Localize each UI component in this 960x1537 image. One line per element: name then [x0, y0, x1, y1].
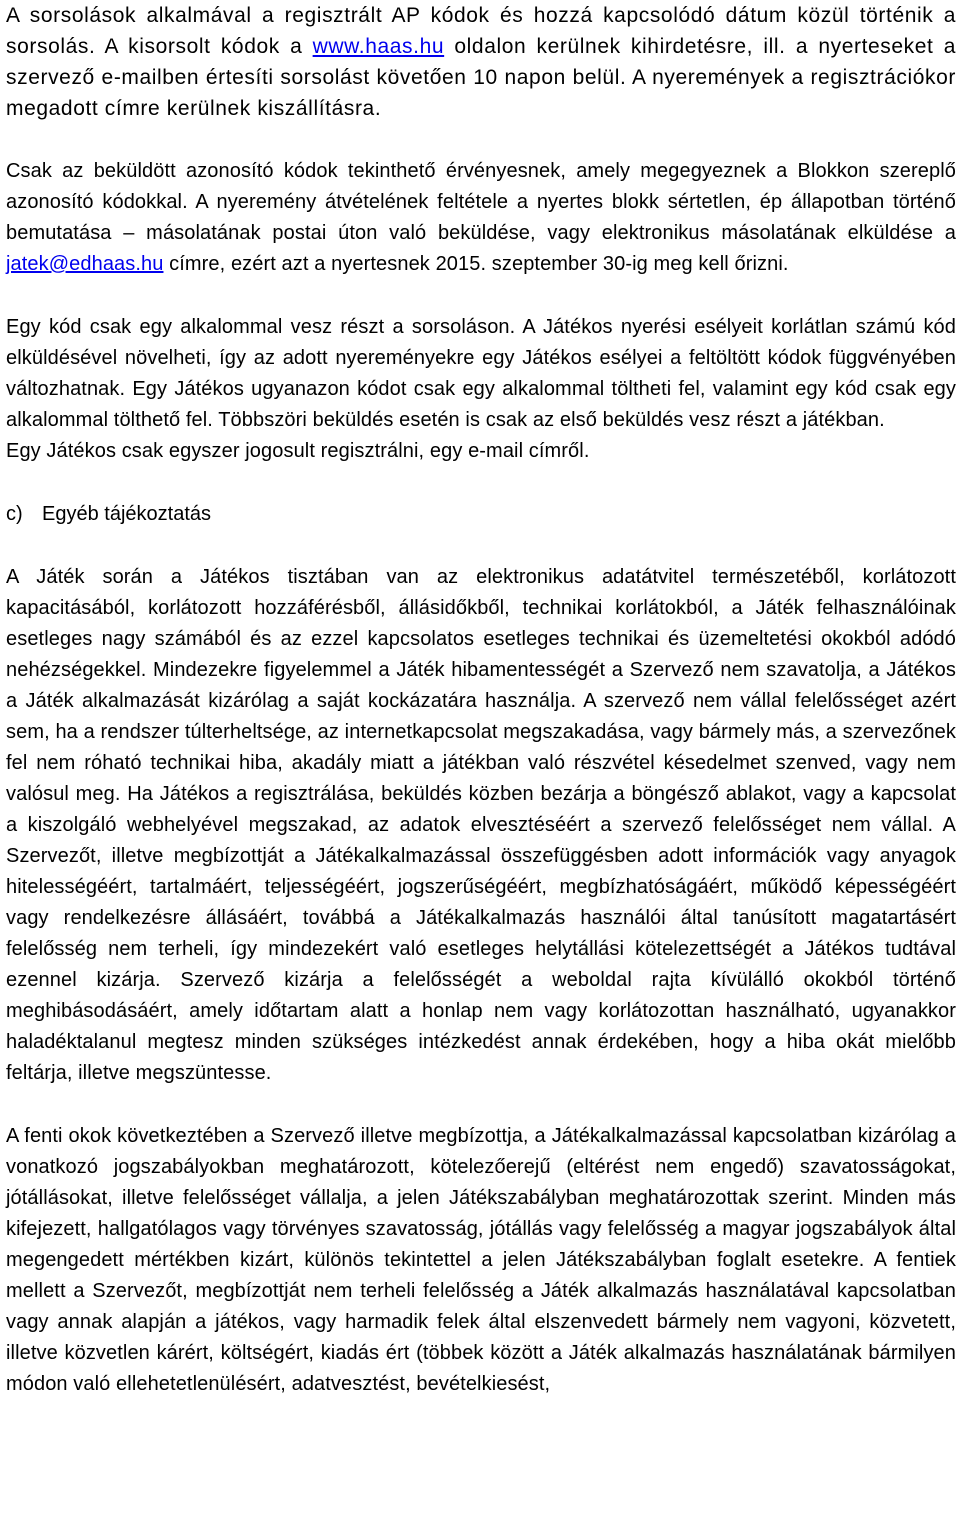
email-link[interactable]: jatek@edhaas.hu [6, 253, 164, 275]
section-heading [6, 499, 956, 530]
paragraph-text: oldalon kerülnek kihirdetésre, ill. a nyerteseket a szervező e-mailben értesíti sorsolást követően 10 napon belül. A nyeremények a regisztrációkor megadott címre kerülnek kiszállításra. [6, 35, 956, 120]
spacer [6, 124, 956, 156]
paragraph-code-usage: Egy kód csak egy alkalommal vesz részt a sorsoláson. A Játékos nyerési esélyeit korlátlan számú kód elküldésével növelheti, így az adott nyereményekre egy Játékos esélyei a feltöltött kódok függvényében változhatnak. Egy Játékos ugyanazon kódot csak egy alkalommal töltheti fel, valamint egy kód csak egy alkalommal tölthető fel. Többszöri beküldés esetén is csak az első beküldés vesz részt a játékban. [6, 316, 956, 431]
document-page [6, 0, 956, 1400]
spacer [6, 1089, 956, 1121]
paragraph-text: címre, ezért azt a nyertesnek 2015. szeptember 30-ig meg kell őrizni. [163, 253, 789, 275]
paragraph-text: Csak az beküldött azonosító kódok tekinthető érvényesnek, amely megegyeznek a Blokkon szereplő azonosító kódokkal. A nyeremény átvételének feltétele a nyertes blokk sértetlen, ép állapotban történő bemutatása – másolatának postai úton való beküldése, vagy elektronikus másolatának elküldése a [6, 160, 956, 244]
paragraph-valid-codes [6, 156, 956, 280]
paragraph-liability: A Játék során a Játékos tisztában van az elektronikus adatátvitel természetéből, korlátozott kapacitásából, korlátozott hozzáférésből, állásidőkből, technikai korlátokból, a Játék felhasználóinak esetleges nagy számából és az ezzel kapcsolatos esetleges technikai és üzemeltetési okokból adódó nehézségekkel. Mindezekre figyelemmel a Játék hibamentességét a Szervező nem szavatolja, a Játékos a Játék alkalmazását kizárólag a saját kockázatára használja. A szervező nem vállal felelősséget azért sem, ha a rendszer túlterheltsége, az internetkapcsolat megszakadása, vagy bármely más, a szervezőnek fel nem róható technikai hiba, akadály miatt a játékban való részvétel késedelmet szenved, vagy nem valósul meg. Ha Játékos a regisztrálása, beküldés közben bezárja a böngésző ablakot, vagy a kapcsolat a kiszolgáló webhelyével megszakad, az adatok elvesztéséért a szervező felelősséget nem vállal. A Szervezőt, illetve megbízottját a Játékalkalmazással összefüggésben adott információk vagy anyagok hitelességéért, tartalmáért, teljességéért, jogszerűségéért, megbízhatóságáért, működő képességéért vagy rendelkezésre állásáért, továbbá a Játékalkalmazás használói által tanúsított magatartásért felelősség nem terheli, így mindezekért való esetleges helytállási kötelezettségét a Játékos tudtával ezennel kizárja. Szervező kizárja a felelősségét a weboldal rajta kívülálló okokból történő meghibásodásáért, amely időtartam alatt a honlap nem vagy korlátozottan használható, ugyanakkor haladéktalanul megtesz minden szükséges intézkedést annak érdekében, hogy a hiba okát mielőbb feltárja, illetve megszüntesse. [6, 566, 956, 1084]
paragraph-text: A sorsolások alkalmával a regisztrált AP kódok és hozzá kapcsolódó dátum közül történik a sorsolás. A kisorsolt kódok a [6, 4, 956, 58]
paragraph-registration-limit: Egy Játékos csak egyszer jogosult regisztrálni, egy e-mail címről. [6, 440, 590, 462]
paragraph-drawing-rules [6, 0, 956, 124]
paragraph-warranty: A fenti okok következtében a Szervező illetve megbízottja, a Játékalkalmazással kapcsolatban kizárólag a vonatkozó jogszabályokban meghatározott, kötelezőerejű (eltérést nem engedő) szavatosságokat, jótállásokat, illetve felelősséget vállalja, a jelen Játékszabályban meghatározottak szerint. Minden más kifejezett, hallgatólagos vagy törvényes szavatosság, jótállás vagy felelősség a magyar jogszabályok által megengedett mértékben kizárt, különös tekintettel a jelen Játékszabályban foglalt esetekre. A fentiek mellett a Szervezőt, megbízottját nem terheli felelősség a Játék alkalmazás használatával kapcsolatban vagy annak alapján a játékos, vagy harmadik felek által elszenvedett bármely nem vagyoni, közvetett, illetve közvetlen kárért, költségért, kiadás ért (többek között a Játék alkalmazás használatának bármilyen módon való ellehetetlenülésért, adatvesztést, bevételkiesést, [6, 1125, 956, 1395]
haas-website-link[interactable]: www.haas.hu [312, 35, 445, 58]
spacer [6, 280, 956, 312]
section-title: Egyéb tájékoztatás [42, 503, 211, 525]
spacer [6, 530, 956, 562]
spacer [6, 467, 956, 499]
section-marker: c) [6, 503, 23, 525]
